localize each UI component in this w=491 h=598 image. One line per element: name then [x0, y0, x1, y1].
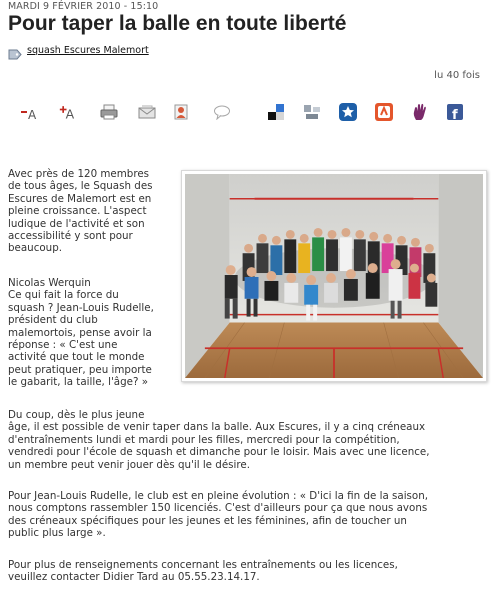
tag-icon [8, 45, 22, 56]
intro-paragraph: Avec près de 120 membres de tous âges, le Squash des Escures de Malemort est en pleine croissance. L'aspect ludique de l'activité et son accessibilité y sont pour beaucoup. [8, 168, 153, 255]
article-photo-frame[interactable] [181, 170, 487, 382]
delicious-icon[interactable] [266, 102, 286, 122]
digg-icon[interactable] [374, 102, 394, 122]
contact-paragraph: Pour plus de renseignements concernant les entraînements ou les licences, veuillez contacter Didier Tard au 05.55.23.14.17. [8, 559, 398, 584]
dateline: MARDI 9 FÉVRIER 2010 - 15:10 [8, 1, 159, 12]
tag-row [8, 45, 149, 56]
read-count: lu 40 fois [434, 70, 480, 81]
hand-icon[interactable] [410, 102, 430, 122]
squash-team-photo [185, 174, 483, 378]
contact-author-icon[interactable] [172, 102, 192, 122]
comment-icon[interactable] [212, 102, 232, 122]
evolution-paragraph: Pour Jean-Louis Rudelle, le club est en pleine évolution : « D'ici la fin de la saison, nous comptons rassembler 150 licenciés. C'est d'ailleurs pour ça que nous avons des créneaux spécifiques pour les jeunes et les féminines, afin de toucher un public plus large ». [8, 490, 429, 540]
star-icon[interactable] [338, 102, 358, 122]
tag-link-squash[interactable]: squash Escures Malemort [27, 45, 149, 56]
print-icon[interactable] [99, 102, 119, 122]
share-icon[interactable] [302, 102, 322, 122]
facebook-icon[interactable] [445, 102, 465, 122]
decrease-font-glyph: A [28, 108, 37, 122]
article-toolbar [20, 102, 470, 122]
increase-font-icon[interactable] [59, 102, 79, 122]
decrease-font-icon[interactable] [20, 102, 40, 122]
facebook-glyph: f [452, 108, 458, 120]
article-title: Pour taper la balle en toute liberté [8, 12, 347, 35]
increase-font-glyph: A [65, 106, 75, 122]
training-paragraph: Du coup, dès le plus jeune âge, il est possible de venir taper dans la balle. Aux Escures, il y a cinq créneaux d'entraînements lundi et mardi pour les filles, mercredi pour la compétition, vendredi pour l'école de squash et dimanche pour le loisir. Mais avec une licence, un membre peut venir jouer dès qu'il le désire. [8, 409, 430, 471]
quote-paragraph: Nicolas Werquin Ce qui fait la force du squash ? Jean-Louis Rudelle, président du club malemortois, pense avoir la réponse : « C'est une activité que tout le monde peut pratiquer, peu importe le gabarit, la taille, l'âge? » [8, 277, 154, 389]
email-icon[interactable] [137, 102, 157, 122]
